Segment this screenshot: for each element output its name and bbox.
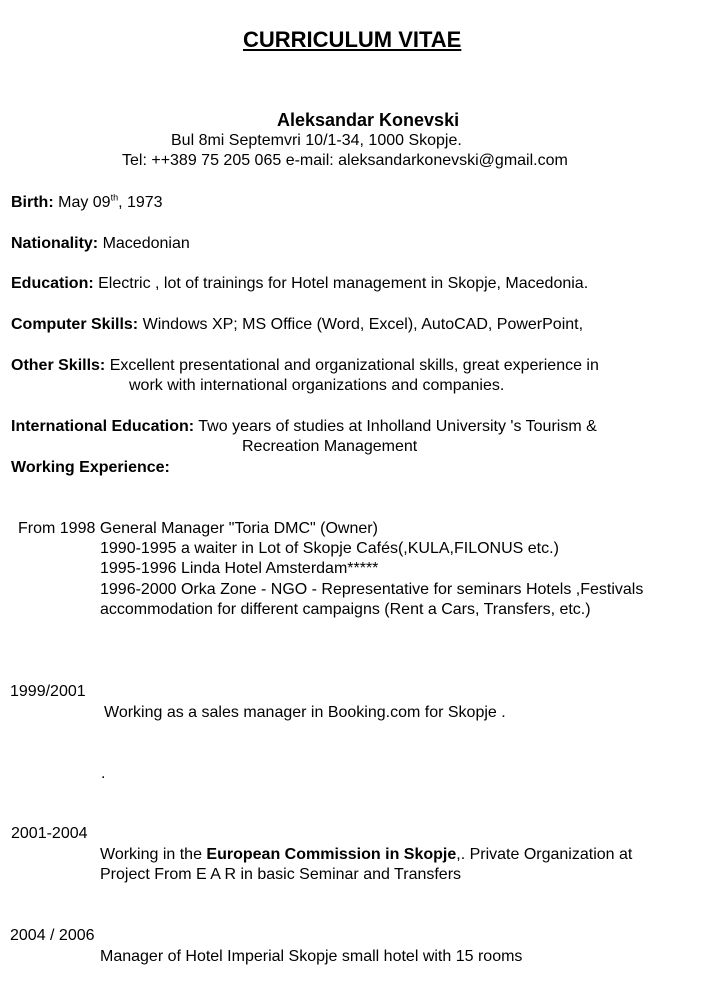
candidate-name: Aleksandar Konevski	[277, 110, 460, 130]
birth-value: May 09th, 1973	[58, 192, 163, 211]
experience-item: 1996-2000 Orka Zone - NGO - Representative for seminars Hotels ,Festivals	[100, 581, 644, 598]
nationality-row	[11, 236, 190, 252]
education-value: Electric , lot of trainings for Hotel management in Skopje, Macedonia.	[98, 275, 589, 292]
education-label: Education:	[11, 275, 94, 292]
working-experience-label: Working Experience:	[11, 459, 170, 476]
period-description-continued: Project From E A R in basic Seminar and Transfers	[100, 866, 462, 883]
other-skills-value-line2: work with international organizations and companies.	[129, 377, 505, 394]
computer-skills-label: Computer Skills:	[11, 316, 139, 333]
period-description: Manager of Hotel Imperial Skopje small hotel with 15 rooms	[100, 948, 523, 965]
period-label: 1999/2001	[10, 683, 86, 700]
other-skills-row	[11, 358, 599, 374]
computer-skills-value: Windows XP; MS Office (Word, Excel), AutoCAD, PowerPoint,	[142, 316, 584, 333]
international-education-value-line2: Recreation Management	[242, 438, 418, 455]
stray-dot: .	[101, 765, 106, 782]
computer-skills-row	[11, 317, 583, 333]
address: Bul 8mi Septemvri 10/1-34, 1000 Skopje.	[171, 132, 462, 149]
birth-label: Birth:	[11, 194, 54, 211]
contact-line: Tel: ++389 75 205 065 e-mail: aleksandarkonevski@gmail.com	[122, 152, 568, 169]
experience-from-1998: From 1998 General Manager "Toria DMC" (Owner)	[18, 520, 378, 537]
period-label: 2001-2004	[11, 825, 88, 842]
experience-item: 1990-1995 a waiter in Lot of Skopje Cafés(,KULA,FILONUS etc.)	[100, 540, 559, 557]
other-skills-value-line1: Excellent presentational and organizational skills, great experience in	[109, 357, 599, 374]
birth-row	[11, 192, 163, 211]
page-title: CURRICULUM VITAE	[243, 27, 462, 52]
international-education-label: International Education:	[11, 418, 195, 435]
nationality-label: Nationality:	[11, 235, 99, 252]
education-row	[11, 276, 588, 292]
international-education-value-line1: Two years of studies at Inholland University 's Tourism &	[198, 418, 597, 435]
other-skills-label: Other Skills:	[11, 357, 106, 374]
employer-name: European Commission in Skopje	[206, 846, 457, 863]
experience-item-continued: accommodation for different campaigns (Rent a Cars, Transfers, etc.)	[100, 601, 591, 618]
experience-item: 1995-1996 Linda Hotel Amsterdam*****	[100, 560, 379, 577]
period-label: 2004 / 2006	[10, 927, 95, 944]
period-description: Working as a sales manager in Booking.com for Skopje .	[104, 704, 506, 721]
nationality-value: Macedonian	[102, 235, 190, 252]
international-education-row	[11, 419, 597, 435]
period-description: Working in the European Commission in Skopje,. Private Organization at	[100, 846, 633, 863]
